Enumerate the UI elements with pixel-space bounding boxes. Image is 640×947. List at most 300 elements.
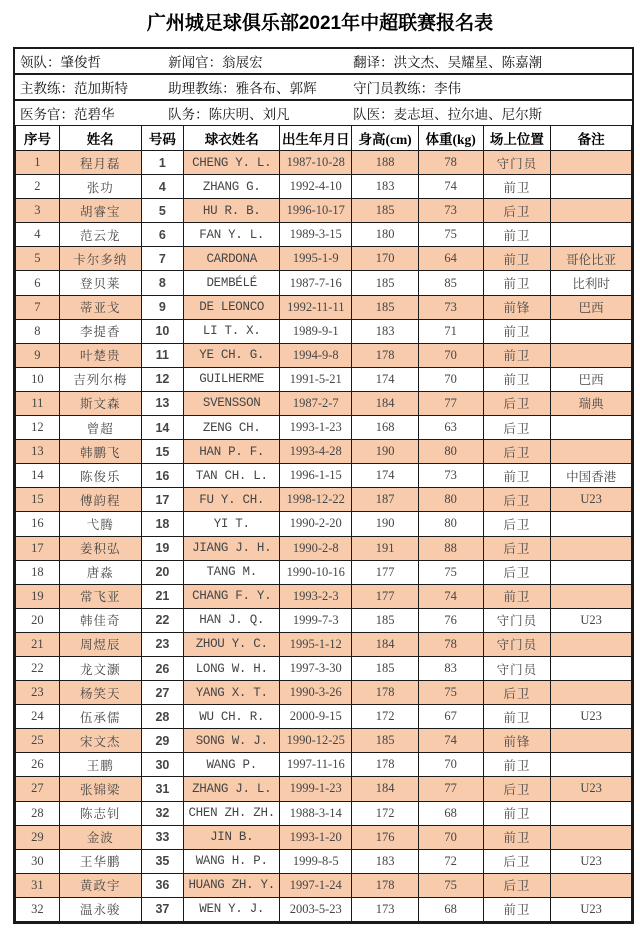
cell-weight: 75 xyxy=(418,223,483,247)
cell-jersey-name: ZHANG J. L. xyxy=(184,777,280,801)
cell-index: 8 xyxy=(16,319,60,343)
cell-height: 185 xyxy=(352,729,419,753)
cell-note xyxy=(551,825,632,849)
cell-position: 后卫 xyxy=(483,873,551,897)
cell-note: 比利时 xyxy=(551,271,632,295)
cell-note xyxy=(551,584,632,608)
cell-player-name: 登贝莱 xyxy=(59,271,141,295)
cell-position: 后卫 xyxy=(483,199,551,223)
cell-birthdate: 1998-12-22 xyxy=(280,488,352,512)
cell-jersey-name: SVENSSON xyxy=(184,391,280,415)
cell-position: 后卫 xyxy=(483,849,551,873)
cell-note: 巴西 xyxy=(551,295,632,319)
cell-player-name: 蒂亚戈 xyxy=(59,295,141,319)
cell-weight: 68 xyxy=(418,801,483,825)
cell-weight: 76 xyxy=(418,608,483,632)
cell-index: 27 xyxy=(16,777,60,801)
cell-player-name: 常飞亚 xyxy=(59,584,141,608)
cell-index: 21 xyxy=(16,632,60,656)
cell-note: 瑞典 xyxy=(551,391,632,415)
cell-jersey-number: 19 xyxy=(141,536,184,560)
cell-jersey-number: 13 xyxy=(141,391,184,415)
cell-jersey-name: CHEN ZH. ZH. xyxy=(184,801,280,825)
cell-birthdate: 1991-5-21 xyxy=(280,367,352,391)
cell-height: 190 xyxy=(352,440,419,464)
table-row xyxy=(16,319,632,343)
cell-note: U23 xyxy=(551,705,632,729)
cell-birthdate: 2000-9-15 xyxy=(280,705,352,729)
cell-index: 1 xyxy=(16,151,60,175)
cell-player-name: 卡尔多纳 xyxy=(59,247,141,271)
cell-birthdate: 2003-5-23 xyxy=(280,897,352,921)
cell-weight: 80 xyxy=(418,512,483,536)
cell-jersey-number: 7 xyxy=(141,247,184,271)
cell-jersey-number: 6 xyxy=(141,223,184,247)
cell-birthdate: 1990-2-20 xyxy=(280,512,352,536)
staff-press-officer: 新闻官：翁展宏 xyxy=(168,55,263,70)
table-row xyxy=(16,681,632,705)
cell-birthdate: 1995-1-12 xyxy=(280,632,352,656)
cell-index: 28 xyxy=(16,801,60,825)
cell-note xyxy=(551,801,632,825)
cell-position: 前卫 xyxy=(483,367,551,391)
roster-sheet xyxy=(13,47,634,924)
cell-weight: 83 xyxy=(418,656,483,680)
col-header-jersey-name: 球衣姓名 xyxy=(184,126,280,151)
cell-note xyxy=(551,223,632,247)
staff-row-2 xyxy=(15,75,632,101)
cell-position: 后卫 xyxy=(483,560,551,584)
cell-height: 174 xyxy=(352,367,419,391)
cell-position: 后卫 xyxy=(483,681,551,705)
table-row xyxy=(16,247,632,271)
col-header-weight: 体重(kg) xyxy=(418,126,483,151)
cell-birthdate: 1996-1-15 xyxy=(280,464,352,488)
cell-weight: 75 xyxy=(418,681,483,705)
cell-jersey-number: 36 xyxy=(141,873,184,897)
cell-note: 哥伦比亚 xyxy=(551,247,632,271)
cell-weight: 70 xyxy=(418,367,483,391)
cell-player-name: 杨笑天 xyxy=(59,681,141,705)
cell-position: 前卫 xyxy=(483,175,551,199)
cell-player-name: 伍承儒 xyxy=(59,705,141,729)
cell-jersey-number: 18 xyxy=(141,512,184,536)
cell-position: 后卫 xyxy=(483,391,551,415)
cell-player-name: 张功 xyxy=(59,175,141,199)
cell-player-name: 斯文森 xyxy=(59,391,141,415)
cell-index: 20 xyxy=(16,608,60,632)
cell-jersey-name: HUANG ZH. Y. xyxy=(184,873,280,897)
table-row xyxy=(16,175,632,199)
cell-weight: 85 xyxy=(418,271,483,295)
cell-index: 23 xyxy=(16,681,60,705)
roster-table xyxy=(15,125,632,922)
cell-index: 11 xyxy=(16,391,60,415)
cell-birthdate: 1993-2-3 xyxy=(280,584,352,608)
table-row xyxy=(16,536,632,560)
cell-height: 187 xyxy=(352,488,419,512)
cell-birthdate: 1990-3-26 xyxy=(280,681,352,705)
cell-height: 184 xyxy=(352,391,419,415)
cell-jersey-number: 14 xyxy=(141,416,184,440)
staff-team-affairs: 队务：陈庆明、刘凡 xyxy=(168,107,290,122)
cell-height: 174 xyxy=(352,464,419,488)
cell-jersey-number: 23 xyxy=(141,632,184,656)
cell-position: 前卫 xyxy=(483,584,551,608)
cell-position: 前卫 xyxy=(483,319,551,343)
cell-note xyxy=(551,873,632,897)
table-row xyxy=(16,632,632,656)
cell-index: 10 xyxy=(16,367,60,391)
cell-index: 29 xyxy=(16,825,60,849)
cell-player-name: 王华鹏 xyxy=(59,849,141,873)
cell-height: 185 xyxy=(352,295,419,319)
cell-jersey-number: 21 xyxy=(141,584,184,608)
cell-player-name: 李提香 xyxy=(59,319,141,343)
cell-jersey-name: CARDONA xyxy=(184,247,280,271)
cell-jersey-number: 1 xyxy=(141,151,184,175)
cell-note: U23 xyxy=(551,897,632,921)
cell-jersey-number: 30 xyxy=(141,753,184,777)
table-row xyxy=(16,705,632,729)
col-header-jersey-number: 号码 xyxy=(141,126,184,151)
cell-jersey-name: YI T. xyxy=(184,512,280,536)
cell-weight: 68 xyxy=(418,897,483,921)
cell-height: 172 xyxy=(352,705,419,729)
cell-height: 178 xyxy=(352,681,419,705)
cell-jersey-number: 17 xyxy=(141,488,184,512)
cell-jersey-name: HU R. B. xyxy=(184,199,280,223)
cell-birthdate: 1987-2-7 xyxy=(280,391,352,415)
table-row xyxy=(16,873,632,897)
cell-jersey-number: 4 xyxy=(141,175,184,199)
page-title: 广州城足球俱乐部2021年中超联赛报名表 xyxy=(146,13,494,34)
cell-position: 后卫 xyxy=(483,416,551,440)
cell-birthdate: 1987-10-28 xyxy=(280,151,352,175)
cell-index: 15 xyxy=(16,488,60,512)
cell-index: 25 xyxy=(16,729,60,753)
cell-birthdate: 1990-10-16 xyxy=(280,560,352,584)
cell-birthdate: 1999-8-5 xyxy=(280,849,352,873)
cell-position: 后卫 xyxy=(483,440,551,464)
cell-position: 前卫 xyxy=(483,464,551,488)
cell-height: 177 xyxy=(352,560,419,584)
cell-note xyxy=(551,175,632,199)
cell-position: 前卫 xyxy=(483,897,551,921)
cell-jersey-number: 10 xyxy=(141,319,184,343)
cell-height: 168 xyxy=(352,416,419,440)
cell-player-name: 曾超 xyxy=(59,416,141,440)
cell-jersey-number: 16 xyxy=(141,464,184,488)
cell-index: 9 xyxy=(16,343,60,367)
staff-assistant-coach: 助理教练：雅各布、郭辉 xyxy=(168,81,317,96)
table-row xyxy=(16,512,632,536)
cell-jersey-name: LONG W. H. xyxy=(184,656,280,680)
cell-jersey-name: HAN P. F. xyxy=(184,440,280,464)
cell-jersey-name: HAN J. Q. xyxy=(184,608,280,632)
cell-weight: 77 xyxy=(418,777,483,801)
table-row xyxy=(16,343,632,367)
cell-jersey-name: JIN B. xyxy=(184,825,280,849)
cell-index: 14 xyxy=(16,464,60,488)
cell-weight: 74 xyxy=(418,175,483,199)
cell-index: 12 xyxy=(16,416,60,440)
cell-note xyxy=(551,319,632,343)
cell-jersey-name: ZENG CH. xyxy=(184,416,280,440)
cell-jersey-name: GUILHERME xyxy=(184,367,280,391)
cell-player-name: 周煜辰 xyxy=(59,632,141,656)
cell-player-name: 陈志钊 xyxy=(59,801,141,825)
cell-jersey-name: YE CH. G. xyxy=(184,343,280,367)
cell-position: 后卫 xyxy=(483,536,551,560)
cell-index: 6 xyxy=(16,271,60,295)
cell-player-name: 吉列尔梅 xyxy=(59,367,141,391)
cell-note: U23 xyxy=(551,488,632,512)
cell-player-name: 傅韵程 xyxy=(59,488,141,512)
cell-jersey-number: 32 xyxy=(141,801,184,825)
table-row xyxy=(16,560,632,584)
cell-player-name: 叶楚贵 xyxy=(59,343,141,367)
cell-position: 后卫 xyxy=(483,777,551,801)
cell-note xyxy=(551,729,632,753)
cell-jersey-number: 35 xyxy=(141,849,184,873)
table-row xyxy=(16,488,632,512)
cell-weight: 80 xyxy=(418,488,483,512)
cell-birthdate: 1999-7-3 xyxy=(280,608,352,632)
cell-height: 183 xyxy=(352,319,419,343)
col-header-index: 序号 xyxy=(16,126,60,151)
cell-weight: 88 xyxy=(418,536,483,560)
cell-position: 前卫 xyxy=(483,705,551,729)
cell-jersey-number: 11 xyxy=(141,343,184,367)
cell-player-name: 姜积弘 xyxy=(59,536,141,560)
cell-weight: 78 xyxy=(418,632,483,656)
cell-player-name: 龙文灏 xyxy=(59,656,141,680)
cell-index: 3 xyxy=(16,199,60,223)
cell-jersey-number: 22 xyxy=(141,608,184,632)
table-row xyxy=(16,416,632,440)
cell-position: 前卫 xyxy=(483,271,551,295)
roster-body xyxy=(16,151,632,922)
table-row xyxy=(16,464,632,488)
cell-note xyxy=(551,512,632,536)
cell-position: 前卫 xyxy=(483,223,551,247)
table-row xyxy=(16,271,632,295)
cell-weight: 73 xyxy=(418,295,483,319)
cell-jersey-name: ZHANG G. xyxy=(184,175,280,199)
cell-jersey-name: TAN CH. L. xyxy=(184,464,280,488)
cell-birthdate: 1990-2-8 xyxy=(280,536,352,560)
cell-jersey-number: 5 xyxy=(141,199,184,223)
cell-note xyxy=(551,632,632,656)
cell-jersey-name: WEN Y. J. xyxy=(184,897,280,921)
cell-position: 守门员 xyxy=(483,632,551,656)
cell-birthdate: 1992-11-11 xyxy=(280,295,352,319)
cell-birthdate: 1997-11-16 xyxy=(280,753,352,777)
cell-birthdate: 1987-7-16 xyxy=(280,271,352,295)
cell-player-name: 弋腾 xyxy=(59,512,141,536)
cell-birthdate: 1994-9-8 xyxy=(280,343,352,367)
cell-player-name: 王鹏 xyxy=(59,753,141,777)
cell-jersey-name: CHANG F. Y. xyxy=(184,584,280,608)
cell-player-name: 唐淼 xyxy=(59,560,141,584)
cell-player-name: 程月磊 xyxy=(59,151,141,175)
col-header-height: 身高(cm) xyxy=(352,126,419,151)
cell-weight: 71 xyxy=(418,319,483,343)
cell-birthdate: 1993-1-23 xyxy=(280,416,352,440)
cell-jersey-number: 9 xyxy=(141,295,184,319)
staff-row-1 xyxy=(15,49,632,75)
cell-height: 183 xyxy=(352,849,419,873)
cell-position: 后卫 xyxy=(483,488,551,512)
table-row xyxy=(16,753,632,777)
cell-weight: 72 xyxy=(418,849,483,873)
table-row xyxy=(16,849,632,873)
cell-height: 191 xyxy=(352,536,419,560)
cell-birthdate: 1993-1-20 xyxy=(280,825,352,849)
cell-index: 17 xyxy=(16,536,60,560)
table-row xyxy=(16,729,632,753)
cell-birthdate: 1988-3-14 xyxy=(280,801,352,825)
table-row xyxy=(16,367,632,391)
cell-player-name: 韩佳奇 xyxy=(59,608,141,632)
staff-head-coach: 主教练：范加斯特 xyxy=(20,81,128,96)
cell-birthdate: 1990-12-25 xyxy=(280,729,352,753)
cell-index: 31 xyxy=(16,873,60,897)
cell-weight: 70 xyxy=(418,753,483,777)
cell-height: 173 xyxy=(352,897,419,921)
cell-index: 16 xyxy=(16,512,60,536)
cell-jersey-number: 27 xyxy=(141,681,184,705)
cell-note xyxy=(551,199,632,223)
cell-note xyxy=(551,536,632,560)
cell-birthdate: 1997-3-30 xyxy=(280,656,352,680)
cell-index: 19 xyxy=(16,584,60,608)
cell-player-name: 黄政宇 xyxy=(59,873,141,897)
cell-index: 18 xyxy=(16,560,60,584)
cell-weight: 80 xyxy=(418,440,483,464)
cell-birthdate: 1992-4-10 xyxy=(280,175,352,199)
col-header-position: 场上位置 xyxy=(483,126,551,151)
cell-height: 183 xyxy=(352,175,419,199)
staff-medical-officer: 医务官：范碧华 xyxy=(20,107,115,122)
cell-index: 7 xyxy=(16,295,60,319)
table-row xyxy=(16,608,632,632)
cell-note: U23 xyxy=(551,608,632,632)
cell-jersey-number: 20 xyxy=(141,560,184,584)
table-row xyxy=(16,440,632,464)
header-row xyxy=(16,126,632,151)
table-row xyxy=(16,199,632,223)
cell-birthdate: 1996-10-17 xyxy=(280,199,352,223)
staff-translators: 翻译：洪文杰、吴耀星、陈嘉潮 xyxy=(353,55,543,70)
cell-index: 22 xyxy=(16,656,60,680)
cell-weight: 64 xyxy=(418,247,483,271)
cell-jersey-number: 12 xyxy=(141,367,184,391)
cell-note: U23 xyxy=(551,777,632,801)
staff-row-3 xyxy=(15,101,632,125)
cell-height: 180 xyxy=(352,223,419,247)
cell-position: 守门员 xyxy=(483,656,551,680)
cell-height: 178 xyxy=(352,873,419,897)
cell-height: 184 xyxy=(352,632,419,656)
staff-team-leader: 领队：肇俊哲 xyxy=(20,55,101,70)
cell-note: 中国香港 xyxy=(551,464,632,488)
cell-weight: 73 xyxy=(418,199,483,223)
cell-player-name: 韩鹏飞 xyxy=(59,440,141,464)
cell-jersey-number: 28 xyxy=(141,705,184,729)
table-row xyxy=(16,223,632,247)
cell-index: 30 xyxy=(16,849,60,873)
cell-player-name: 陈俊乐 xyxy=(59,464,141,488)
cell-position: 前卫 xyxy=(483,825,551,849)
cell-height: 188 xyxy=(352,151,419,175)
cell-player-name: 金波 xyxy=(59,825,141,849)
cell-index: 26 xyxy=(16,753,60,777)
cell-jersey-name: ZHOU Y. C. xyxy=(184,632,280,656)
cell-index: 5 xyxy=(16,247,60,271)
cell-index: 2 xyxy=(16,175,60,199)
staff-gk-coach: 守门员教练：李伟 xyxy=(353,81,462,96)
cell-weight: 70 xyxy=(418,825,483,849)
cell-jersey-number: 26 xyxy=(141,656,184,680)
cell-jersey-name: WANG H. P. xyxy=(184,849,280,873)
cell-height: 170 xyxy=(352,247,419,271)
staff-section xyxy=(15,49,632,125)
cell-note xyxy=(551,416,632,440)
cell-note xyxy=(551,753,632,777)
cell-index: 4 xyxy=(16,223,60,247)
col-header-birthdate: 出生年月日 xyxy=(280,126,352,151)
cell-weight: 70 xyxy=(418,343,483,367)
cell-note: U23 xyxy=(551,849,632,873)
cell-player-name: 张锦梁 xyxy=(59,777,141,801)
cell-jersey-name: FAN Y. L. xyxy=(184,223,280,247)
cell-jersey-name: DEMBÉLÉ xyxy=(184,271,280,295)
table-row xyxy=(16,151,632,175)
cell-height: 176 xyxy=(352,825,419,849)
cell-weight: 73 xyxy=(418,464,483,488)
cell-note xyxy=(551,560,632,584)
cell-position: 前卫 xyxy=(483,801,551,825)
cell-weight: 75 xyxy=(418,560,483,584)
cell-note xyxy=(551,343,632,367)
cell-weight: 74 xyxy=(418,584,483,608)
cell-jersey-name: CHENG Y. L. xyxy=(184,151,280,175)
table-row xyxy=(16,584,632,608)
cell-height: 185 xyxy=(352,271,419,295)
cell-weight: 77 xyxy=(418,391,483,415)
cell-jersey-name: YANG X. T. xyxy=(184,681,280,705)
cell-player-name: 胡睿宝 xyxy=(59,199,141,223)
table-row xyxy=(16,897,632,921)
cell-position: 前卫 xyxy=(483,343,551,367)
cell-jersey-name: LI T. X. xyxy=(184,319,280,343)
cell-jersey-name: WANG P. xyxy=(184,753,280,777)
cell-note xyxy=(551,681,632,705)
cell-height: 185 xyxy=(352,608,419,632)
cell-position: 守门员 xyxy=(483,151,551,175)
cell-note xyxy=(551,151,632,175)
cell-height: 185 xyxy=(352,656,419,680)
cell-weight: 63 xyxy=(418,416,483,440)
cell-player-name: 宋文杰 xyxy=(59,729,141,753)
cell-note xyxy=(551,440,632,464)
cell-jersey-number: 37 xyxy=(141,897,184,921)
cell-height: 190 xyxy=(352,512,419,536)
table-row xyxy=(16,295,632,319)
cell-birthdate: 1989-9-1 xyxy=(280,319,352,343)
